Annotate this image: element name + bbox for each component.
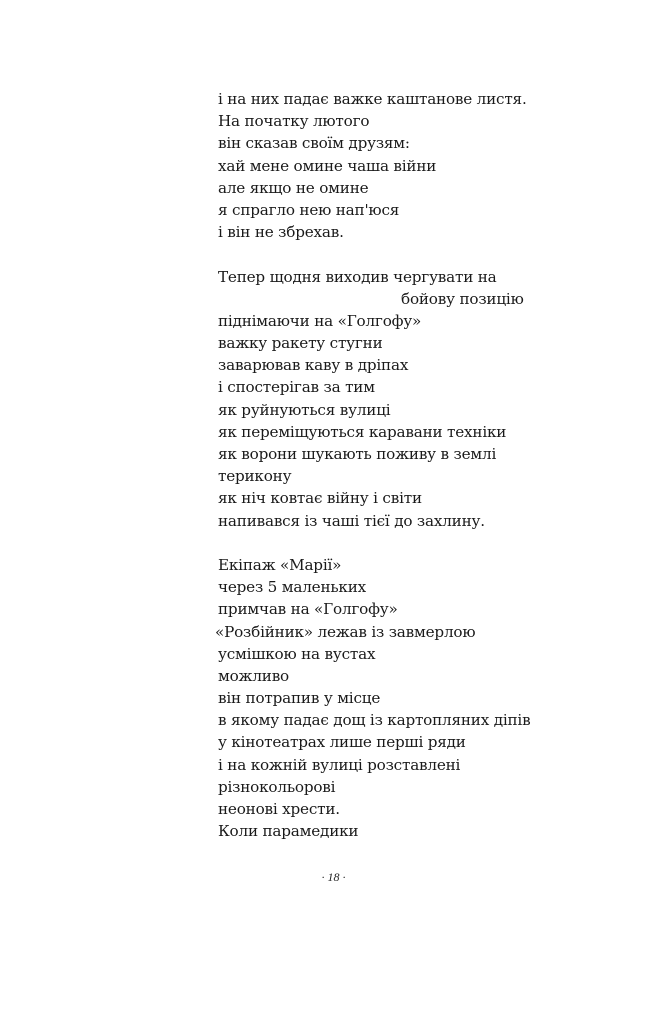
poem-line: усмішкою на вустах <box>218 644 376 663</box>
poem-line: і на кожній вулиці розставлені <box>218 755 461 774</box>
poem-line: він потрапив у місце <box>218 689 381 708</box>
poem-line: піднімаючи на «Голгофу» <box>218 311 422 330</box>
poem-line: неонові хрести. <box>218 800 340 818</box>
poem-line: хай мене омине чаша війни <box>218 156 437 175</box>
poem-line: я спрагло нею нап'юся <box>218 200 400 219</box>
poem-line: він сказав своїм друзям: <box>218 134 410 153</box>
poem-line: як переміщуються каравани техніки <box>218 422 507 441</box>
poem-line: але якщо не омине <box>218 178 369 197</box>
poem-line: і на них падає важке каштанове листя. <box>218 90 527 108</box>
poem-line: терикону <box>218 467 292 486</box>
poem-line-continuation: бойову позицію <box>401 289 524 308</box>
poem-line: різнокольорові <box>218 777 336 796</box>
poem-line: «Розбійник» лежав із завмерлою <box>215 622 476 641</box>
poem-line: Коли парамедики <box>218 822 359 841</box>
poem-line: напивався із чаші тієї до захлину. <box>218 511 485 530</box>
poem-line: Тепер щодня виходив чергувати на <box>218 267 497 286</box>
poem-line: Екіпаж «Марії» <box>218 555 342 574</box>
poem-line: примчав на «Голгофу» <box>218 600 398 619</box>
poem-line: у кінотеатрах лише перші ряди <box>218 733 466 752</box>
poem-line: заварював каву в дріпах <box>218 356 409 375</box>
poem-line: можливо <box>218 666 289 685</box>
poem-text <box>215 88 548 842</box>
page-number: · 18 · <box>321 870 346 884</box>
poem-line: в якому падає дощ із картопляних діпів <box>218 711 531 730</box>
poem-line: На початку лютого <box>218 112 370 131</box>
stanza-break <box>218 532 548 554</box>
poem-line: важку ракету стугни <box>218 334 383 353</box>
poem-line: і він не збрехав. <box>218 223 344 242</box>
poem-line: як ворони шукають поживу в землі <box>218 445 497 463</box>
stanza-break <box>218 243 548 265</box>
poem-line: як ніч ковтає війну і світи <box>218 489 422 508</box>
poem-line: і спостерігав за тим <box>218 378 375 397</box>
poem-line: як руйнуються вулиці <box>218 400 391 419</box>
poem-line: через 5 маленьких <box>218 578 367 597</box>
